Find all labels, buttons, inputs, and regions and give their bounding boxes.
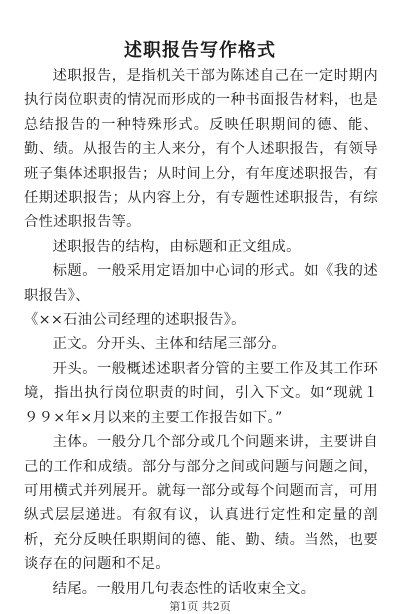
paragraph-title-example: 《××石油公司经理的述职报告》。: [24, 312, 246, 329]
paragraph-title-format: 标题。一般采用定语加中心词的形式。如《我的述职报告》、: [24, 263, 378, 304]
document-body: [24, 64, 378, 601]
paragraph-ending: 结尾。一般用几句表态性的话收束全文。: [52, 580, 316, 597]
paragraph-body: 主体。一般分几个部分或几个问题来讲，主要讲自己的工作和成绩。部分与部分之间或问题与问题之间，可用横式并列展开。就每一部分或每个问题而言，可用纵式层层递进。有叙有议，认真进行定性和定量的剖析，充分反映任职期间的德、能、勤、绩。当然，也要谈存在的问题和不足。: [24, 434, 378, 573]
paragraph-opening: 开头。一般概述述职者分管的主要工作及其工作环境，指出执行岗位职责的时间，引入下文。如“现就１９９×年×月以来的主要工作报告如下。”: [24, 360, 378, 426]
document-title: 述职报告写作格式: [124, 40, 276, 61]
paragraph-intro: 述职报告，是指机关干部为陈述自己在一定时期内执行岗位职责的情况而形成的一种书面报告材料，也是总结报告的一种特殊形式。反映任职期间的德、能、勤、绩。从报告的主人来分，有个人述职报告，有领导班子集体述职报告；从时间上分，有年度述职报告，有任期述职报告；从内容上分，有专题性述职报告，有综合性述职报告等。: [24, 68, 378, 231]
paragraph-main-text: 正文。分开头、主体和结尾三部分。: [52, 336, 287, 353]
page-number-footer: 第1页 共2页: [169, 600, 231, 613]
paragraph-structure: 述职报告的结构，由标题和正文组成。: [52, 238, 301, 255]
